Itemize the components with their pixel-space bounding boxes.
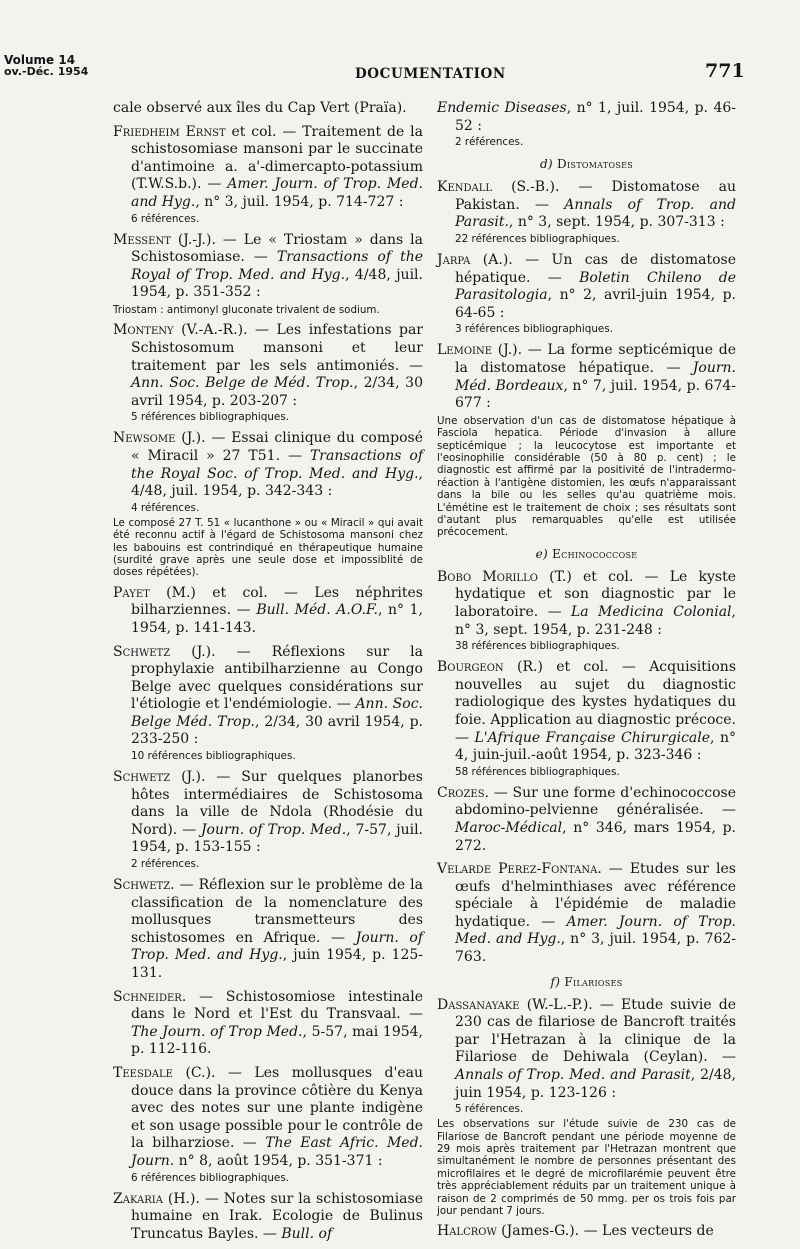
reference-entry bbox=[437, 1223, 736, 1241]
reference-abstract: Une observation d'un cas de distomatose hépatique à Fasciola hepatica. Période d'invasion à allure septicémique ; la leucocytose est importante et l'eosinophilie considérable (50 à 80 p. cent) ; le diagnostic est affirmé par la positivité de l'intradermo-réaction à l'antigène distomien, les œufs n'apparaissant dans la bile ou les selles qu'au quatrième mois. L'émétine est le traitement de choix ; ses résultats sont d'autant plus remarquables qu'elle est utilisée précocement. bbox=[437, 414, 736, 539]
reference-details: , n° 3, sept. 1954, p. 231-248 : bbox=[455, 603, 736, 638]
reference-count: 2 références. bbox=[455, 136, 524, 149]
reference-entry bbox=[113, 644, 423, 764]
reference-author: Newsome bbox=[113, 430, 176, 447]
reference-abstract: Les observations sur l'étude suivie de 230 cas de Filariose de Bancroft pendant une période moyenne de 29 mois après traitement par l'Hetrazan montrent que simultanément le nombre de personnes présentant des microfilaires et le degré de microfilarémie peuvent être très appréciablement réduits par un traitement unique à raison de 2 comprimés de 50 mmg. per os trois fois par jour pendant 7 jours. bbox=[437, 1118, 736, 1218]
reference-details: , n° 1, juil. 1954, p. 46-52 : bbox=[455, 100, 737, 134]
reference-journal: L'Afrique Française Chirurgicale bbox=[474, 729, 711, 746]
reference-entry bbox=[437, 861, 736, 967]
reference-entry bbox=[437, 569, 736, 653]
reference-abstract: Le composé 27 T. 51 « lucanthone » ou « Miracil » qui avait été reconnu actif à l'égard de Schistosoma mansoni chez les babouins est contrindiqué en thérapeutique humaine (surdité grave après une seule dose et impossiblité de doses répétées). bbox=[113, 516, 423, 579]
reference-author: Kendall bbox=[437, 179, 493, 196]
reference-author: Jarpa bbox=[437, 251, 471, 268]
reference-journal: Ann. Soc. Belge de Méd. Trop. bbox=[131, 375, 354, 392]
reference-details: , 5-57, mai 1954, p. 112-116. bbox=[131, 1023, 423, 1058]
reference-count: 38 références bibliographiques. bbox=[455, 640, 620, 653]
reference-text bbox=[437, 997, 736, 1103]
reference-journal: Annals of Trop. and Parasit. bbox=[455, 196, 736, 231]
reference-author: Crozes bbox=[437, 784, 485, 801]
reference-details: , n° 3, juil. 1954, p. 714-727 : bbox=[195, 193, 404, 210]
reference-entry bbox=[113, 989, 423, 1059]
reference-journal: Transactions of the Royal of Trop. Med. and Hyg. bbox=[131, 249, 424, 283]
reference-entry bbox=[113, 124, 423, 226]
reference-count: 10 références bibliographiques. bbox=[131, 750, 296, 763]
reference-journal: Amer. Journ. of Trop. Med. and Hyg. bbox=[131, 176, 423, 210]
reference-entry bbox=[113, 430, 423, 578]
reference-author: Velarde Perez-Fontana bbox=[437, 861, 598, 878]
reference-journal: Bull. of bbox=[281, 1225, 333, 1242]
reference-title: . — Réflexion sur le problème de la classification de la nomenclature des mollusques transmetteurs des schistosomes en Afrique. — bbox=[131, 877, 423, 946]
reference-entry bbox=[437, 342, 736, 538]
reference-entry bbox=[437, 179, 736, 246]
reference-author: Teesdale bbox=[113, 1064, 173, 1081]
reference-journal: Bull. Méd. A.O.F. bbox=[256, 602, 378, 619]
section-heading bbox=[437, 157, 736, 171]
reference-text bbox=[113, 877, 423, 983]
reference-author: Friedheim Ernst bbox=[113, 123, 226, 140]
reference-title: . — Etudes sur les œufs d'helminthiases avec référence spéciale à l'épidémie de maladie hydatique. — bbox=[455, 861, 736, 930]
reference-author: Bourgeon bbox=[437, 659, 504, 676]
reference-title: (J.-J.). — Le « Triostam » dans la Schistosomiase. — bbox=[131, 231, 423, 266]
reference-title: (J.). — Réflexions sur la prophylaxie antibilharzienne au Congo Belge avec quelques considérations sur l'étiologie et l'endémiologie. — bbox=[131, 643, 423, 713]
reference-details: n° 8, août 1954, p. 351-371 : bbox=[174, 1152, 383, 1169]
reference-details: , 2/34, 30 avril 1954, p. 203-207 : bbox=[131, 375, 423, 409]
reference-author: Payet bbox=[113, 584, 150, 601]
reference-text bbox=[113, 430, 423, 500]
reference-title: . — Schistosomiose intestinale dans le Nord et l'Est du Transvaal. — bbox=[131, 988, 423, 1023]
reference-details: , n° 346, mars 1954, p. 272. bbox=[455, 819, 736, 854]
reference-title: (J.). — Essai clinique du composé « Miracil » 27 T51. — bbox=[131, 430, 423, 464]
reference-title: (V.-A.-R.). — Les infestations par Schistosomum mansoni et leur traitement par les sels antimoniés. — bbox=[131, 322, 423, 374]
section-title: Distomatoses bbox=[552, 157, 634, 172]
reference-count: 6 références bibliographiques. bbox=[131, 1171, 290, 1184]
reference-count: 58 références bibliographiques. bbox=[455, 765, 620, 778]
reference-author: Schwetz bbox=[113, 769, 171, 786]
reference-author: Schwetz bbox=[113, 643, 171, 660]
reference-author: Messent bbox=[113, 231, 171, 248]
reference-details: , 7-57, juil. 1954, p. 153-155 : bbox=[131, 821, 423, 856]
reference-count: 2 références. bbox=[131, 858, 200, 871]
reference-entry bbox=[437, 785, 736, 855]
reference-count: 5 références. bbox=[455, 1103, 524, 1116]
reference-entry bbox=[113, 322, 423, 424]
reference-journal: Maroc-Médical bbox=[455, 819, 563, 836]
reference-title: (J.). — Sur quelques planorbes hôtes intermédiaires de Schistosoma dans la ville de Ndola (Rhodésie du Nord). — bbox=[131, 769, 423, 838]
reference-text bbox=[437, 179, 736, 232]
reference-entry bbox=[437, 659, 736, 779]
left-column bbox=[113, 100, 423, 1249]
running-header-title: DOCUMENTATION bbox=[355, 66, 506, 82]
reference-text bbox=[113, 644, 423, 750]
reference-author: Schwetz bbox=[113, 877, 171, 894]
reference-text bbox=[437, 1223, 736, 1241]
reference-author: Dassanayake bbox=[437, 996, 520, 1013]
reference-details: , 4/48, juil. 1954, p. 342-343 : bbox=[131, 465, 423, 500]
reference-entry bbox=[113, 1191, 423, 1244]
reference-text bbox=[113, 769, 423, 857]
reference-entry bbox=[437, 252, 736, 336]
reference-journal: Annals of Trop. Med. and Parasit bbox=[455, 1067, 691, 1084]
reference-journal: The Journ. of Trop Med. bbox=[131, 1023, 303, 1040]
reference-text bbox=[113, 585, 423, 638]
reference-journal: Journ. Méd. Bordeaux bbox=[455, 359, 736, 394]
reference-title: (M.) et col. — Les néphrites bilharziennes. — bbox=[131, 584, 423, 619]
reference-details: , n° 3, juil. 1954, p. 762-763. bbox=[455, 931, 736, 966]
reference-details: , 4/48, juil. 1954, p. 351-352 : bbox=[131, 266, 423, 301]
reference-entry bbox=[113, 232, 423, 317]
reference-title: (T.) et col. — Le kyste hydatique et son diagnostic par le laboratoire. — bbox=[455, 568, 736, 620]
reference-journal: The East Afric. Med. Journ. bbox=[131, 1135, 423, 1169]
reference-author: Lemoine bbox=[437, 342, 493, 359]
running-header-volume bbox=[4, 54, 88, 78]
reference-author: Halcrow bbox=[437, 1223, 497, 1240]
section-heading bbox=[437, 547, 736, 561]
reference-count: 6 références. bbox=[131, 212, 200, 225]
reference-details: , juin 1954, p. 125-131. bbox=[131, 947, 424, 981]
reference-entry bbox=[113, 100, 423, 118]
section-letter: f) bbox=[550, 974, 561, 989]
reference-abstract: Triostam : antimonyl gluconate trivalent de sodium. bbox=[113, 303, 380, 316]
section-letter: e) bbox=[535, 546, 548, 561]
reference-entry bbox=[113, 877, 423, 983]
reference-author: Monteny bbox=[113, 322, 174, 339]
reference-count: 22 références bibliographiques. bbox=[455, 232, 620, 245]
reference-journal: Endemic Diseases bbox=[437, 100, 567, 116]
reference-details: , n° 1, 1954, p. 141-143. bbox=[131, 602, 424, 636]
reference-entry bbox=[437, 100, 736, 149]
reference-text bbox=[113, 232, 423, 302]
reference-text bbox=[113, 322, 423, 410]
reference-count: 4 références. bbox=[131, 501, 200, 514]
reference-details: , 2/34, 30 avril 1954, p. 233-250 : bbox=[131, 713, 423, 748]
reference-text bbox=[113, 1191, 423, 1244]
reference-journal: Transactions of the Royal Soc. of Trop. Med. and Hyg. bbox=[131, 447, 424, 482]
section-letter: d) bbox=[539, 157, 553, 172]
reference-title: cale observé aux îles du Cap Vert (Praïa). bbox=[113, 100, 407, 116]
reference-title: (H.). — Notes sur la schistosomiase humaine en Irak. Ecologie de Bulinus Truncatus Bayles. — bbox=[131, 1190, 423, 1242]
reference-text bbox=[113, 1065, 423, 1171]
section-title: Filarioses bbox=[560, 974, 623, 989]
reference-count: 5 références bibliographiques. bbox=[131, 411, 290, 424]
reference-title: (J.). — La forme septicémique de la distomatose hépatique. — bbox=[455, 342, 736, 376]
right-column bbox=[437, 100, 736, 1247]
reference-details: , n° 7, juil. 1954, p. 674-677 : bbox=[455, 377, 736, 412]
reference-text bbox=[437, 342, 736, 412]
reference-entry bbox=[113, 769, 423, 871]
reference-details: , n° 2, avril-juin 1954, p. 64-65 : bbox=[455, 287, 736, 321]
reference-entry bbox=[113, 1065, 423, 1185]
reference-text bbox=[113, 124, 423, 212]
reference-title: (R.) et col. — Acquisitions nouvelles au sujet du diagnostic radiologique des kystes hydatiques du foie. Application au diagnostic précoce. — bbox=[455, 659, 736, 746]
reference-journal: Boletin Chileno de Parasitologia bbox=[455, 269, 736, 304]
page-number: 771 bbox=[705, 60, 745, 82]
reference-title: (C.). — Les mollusques d'eau douce dans la province côtière du Kenya avec des notes sur une plante indigène et son usage possible pour le contrôle de la bilharziose. — bbox=[131, 1064, 423, 1152]
reference-text bbox=[113, 100, 423, 118]
reference-title: (James-G.). — Les vecteurs de bbox=[496, 1223, 714, 1240]
reference-details: , 2/48, juin 1954, p. 123-126 : bbox=[455, 1067, 736, 1101]
reference-text bbox=[437, 100, 736, 135]
reference-text bbox=[437, 569, 736, 639]
reference-text bbox=[437, 252, 736, 322]
reference-journal: Ann. Soc. Belge Méd. Trop. bbox=[131, 696, 423, 730]
reference-title: . — Sur une forme d'echinococcose abdomino-pelvienne généralisée. — bbox=[455, 784, 736, 819]
section-heading bbox=[437, 975, 736, 989]
reference-text bbox=[437, 659, 736, 765]
reference-entry bbox=[437, 997, 736, 1218]
volume-label: Volume 14 bbox=[4, 53, 76, 67]
reference-author: Zakaria bbox=[113, 1190, 163, 1207]
period-label: ov.-Déc. 1954 bbox=[4, 65, 89, 78]
reference-journal: Journ. of Trop. Med. and Hyg. bbox=[131, 929, 423, 964]
reference-title: (A.). — Un cas de distomatose hépatique. — bbox=[455, 251, 736, 286]
reference-journal: Journ. of Trop. Med. bbox=[200, 821, 347, 838]
reference-count: 3 références bibliographiques. bbox=[455, 323, 614, 336]
reference-entry bbox=[113, 585, 423, 638]
reference-title: et col. — Traitement de la schistosomiase mansoni par le succinate d'antimoine a. a'-dimercapto-potassium (T.W.S.b.). — bbox=[131, 123, 423, 193]
reference-details: , n° 3, sept. 1954, p. 307-313 : bbox=[508, 214, 725, 231]
reference-text bbox=[113, 989, 423, 1059]
reference-journal: La Medicina Colonial bbox=[571, 603, 732, 620]
reference-author: Schneider bbox=[113, 988, 182, 1005]
reference-title: (W.-L.-P.). — Etude suivie de 230 cas de filariose de Bancroft traités par l'Hetrazan à la clinique de la Filariose de Dehiwala (Ceylan). — bbox=[455, 996, 736, 1066]
section-title: Echinococcose bbox=[547, 546, 638, 561]
reference-text bbox=[437, 861, 736, 967]
reference-title: (S.-B.). — Distomatose au Pakistan. — bbox=[455, 179, 736, 213]
reference-details: , n° 4, juin-juil.-août 1954, p. 323-346 : bbox=[455, 729, 736, 764]
reference-text bbox=[437, 785, 736, 855]
reference-journal: Amer. Journ. of Trop. Med. and Hyg. bbox=[455, 913, 737, 948]
reference-author: Bobo Morillo bbox=[437, 568, 538, 585]
